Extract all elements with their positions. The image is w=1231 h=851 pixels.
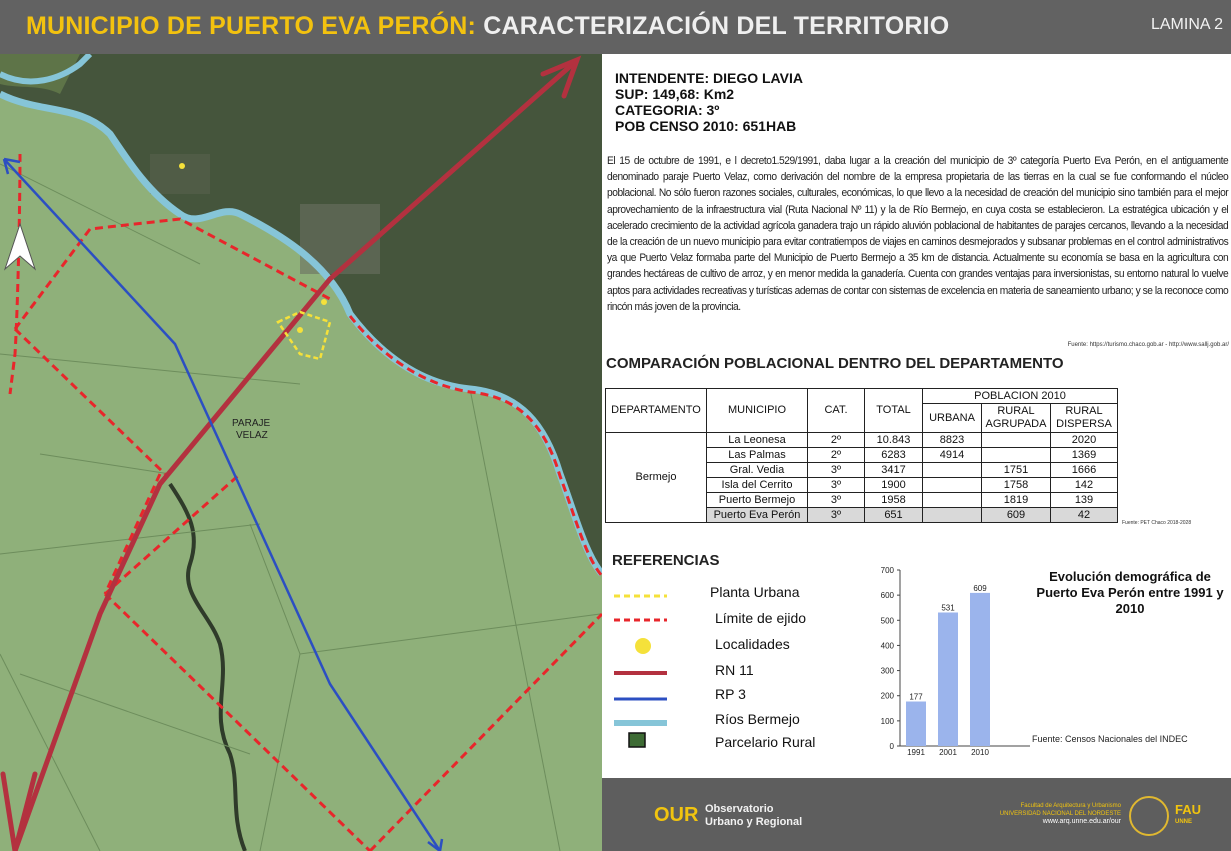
- cell-municipio: Las Palmas: [707, 448, 808, 463]
- header-total: TOTAL: [865, 389, 923, 433]
- data-label: 609: [973, 583, 987, 593]
- cell-dispersa: 1666: [1051, 463, 1118, 478]
- population-table: [605, 388, 1118, 523]
- chart-title: Evolución demográfica de Puerto Eva Perón entre 1991 y 2010: [1036, 569, 1224, 616]
- cell-cat: 3º: [808, 463, 865, 478]
- paraje-label-1: PARAJE: [232, 418, 271, 429]
- faculty-info: [1000, 802, 1121, 826]
- our-line-1: Observatorio: [705, 803, 774, 815]
- y-tick-label: 700: [880, 566, 894, 575]
- description-text: El 15 de octubre de 1991, e l decreto1.529/1991, daba lugar a la creación del municipio de 3º categoría Puerto Eva Perón, en el antiguamente denominado paraje Puerto Velaz, como derivación del nombre de la empresa propietaria de las tierras en la cual se fue conformando el núcleo poblacional. No sólo fueron razones sociales, culturales, económicas, lo que llevo a la necesidad de creación del municipio sino también para el mejor aprovechamiento de la infraestructura vial (Ruta Nacional Nº 11) y la de Río Bermejo, en cuya costa se establecieron. La estratégica ubicación y el acelerado crecimiento de la actividad agrícola ganadera trajo un rápido aluvión poblacional de habitantes de parajes cercanos, llevando a la necesidad de la creación de un nuevo municipio para evitar contratiempos de viajes en caminos desmejorados y subsanar problemas en el control administrativos ya que Puerto Velaz formaba parte del Municipio de Puerto Bermejo a 35 km de distancia. Actualmente su economía se basa en la agricultura con grandes hectáreas de cultivo de arroz, y en menor medida la ganadería. Cuenta con grandes ventajas para inversionistas, su entorno natural lo vuelve aptos para actividades recreativas y turísticas ademas de contar con sistemas de excelencia en materia de saneamiento urbano; y se la reconoce como rincón más joven de la provincia.: [607, 155, 1229, 313]
- cell-total: 1900: [865, 478, 923, 493]
- red-dashed-line-icon: [612, 609, 672, 631]
- ref-label: Planta Urbana: [710, 584, 800, 600]
- y-tick-label: 100: [880, 716, 894, 726]
- cell-cat: 3º: [808, 508, 865, 523]
- cell-urbana: 4914: [923, 448, 982, 463]
- unne-text: UNNE: [1175, 819, 1193, 825]
- footer-bar: [602, 778, 1231, 851]
- cell-total: 10.843: [865, 433, 923, 448]
- cell-agrupada: 1751: [982, 463, 1051, 478]
- intendente-line: INTENDENTE: DIEGO LAVIA: [615, 70, 803, 86]
- lamina-label: LAMINA 2: [1150, 16, 1223, 33]
- x-tick-label: 1991: [907, 748, 925, 757]
- bar: [938, 612, 958, 746]
- locality-dot: [179, 163, 185, 169]
- cell-cat: 2º: [808, 448, 865, 463]
- fau-text: FAU: [1175, 802, 1201, 817]
- cell-municipio: Gral. Vedia: [707, 463, 808, 478]
- cell-total: 3417: [865, 463, 923, 478]
- poblacion-line: POB CENSO 2010: 651HAB: [615, 118, 797, 134]
- cell-cat: 2º: [808, 433, 865, 448]
- cell-total: 1958: [865, 493, 923, 508]
- references-title: REFERENCIAS: [612, 552, 720, 569]
- ref-label: RP 3: [715, 686, 746, 702]
- cell-total: 6283: [865, 448, 923, 463]
- map-canvas: [0, 54, 602, 851]
- page-title: [26, 12, 949, 41]
- territory-map: [0, 54, 602, 851]
- paraje-label-2: VELAZ: [236, 430, 268, 441]
- cell-municipio: Puerto Eva Perón: [707, 508, 808, 523]
- header-urbana: URBANA: [923, 404, 982, 433]
- cell-agrupada: [982, 433, 1051, 448]
- green-square-icon: [612, 731, 672, 753]
- y-tick-label: 200: [880, 691, 894, 701]
- cell-dispersa: 142: [1051, 478, 1118, 493]
- cell-urbana: [923, 493, 982, 508]
- bar: [970, 593, 990, 746]
- chart-source: Fuente: Censos Nacionales del INDEC: [1032, 734, 1188, 744]
- table-source: Fuente: PET Chaco 2018-2028: [1122, 520, 1192, 526]
- yellow-dashed-line-icon: [612, 585, 672, 607]
- fac-url: www.arq.unne.edu.ar/our: [1042, 818, 1121, 825]
- comparison-title: COMPARACIÓN POBLACIONAL DENTRO DEL DEPARTAMENTO: [606, 355, 1064, 372]
- fac-line-2: UNIVERSIDAD NACIONAL DEL NORDESTE: [999, 811, 1121, 817]
- departamento-cell: Bermejo: [606, 433, 707, 523]
- header-rural-agrupada: RURAL AGRUPADA: [982, 404, 1051, 433]
- x-tick-label: 2001: [939, 748, 957, 757]
- cell-agrupada: 1758: [982, 478, 1051, 493]
- fac-line-1: Facultad de Arquitectura y Urbanismo: [1020, 803, 1121, 809]
- cell-urbana: [923, 478, 982, 493]
- municipality-info: [615, 70, 803, 134]
- our-line-2: Urbano y Regional: [705, 816, 803, 828]
- locality-dot: [321, 299, 327, 305]
- y-tick-label: 400: [880, 641, 894, 651]
- population-chart: [860, 560, 1030, 760]
- locality-dot: [297, 327, 303, 333]
- cell-dispersa: 1369: [1051, 448, 1118, 463]
- cell-urbana: 8823: [923, 433, 982, 448]
- title-sub: CARACTERIZACIÓN DEL TERRITORIO: [483, 12, 950, 40]
- data-label: 177: [909, 692, 923, 702]
- cell-municipio: La Leonesa: [707, 433, 808, 448]
- header-municipio: MUNICIPIO: [707, 389, 808, 433]
- cell-agrupada: 1819: [982, 493, 1051, 508]
- blue-line-icon: [612, 688, 672, 710]
- header-departamento: DEPARTAMENTO: [606, 389, 707, 433]
- header-poblacion: POBLACION 2010: [923, 389, 1118, 404]
- cell-agrupada: [982, 448, 1051, 463]
- y-tick-label: 300: [880, 666, 894, 676]
- title-main: MUNICIPIO DE PUERTO EVA PERÓN:: [26, 12, 477, 40]
- ref-label: Parcelario Rural: [715, 734, 816, 750]
- ref-label: Límite de ejido: [715, 610, 807, 626]
- fau-logo: [1175, 804, 1201, 828]
- our-name: [705, 803, 802, 829]
- categoria-line: CATEGORIA: 3º: [615, 102, 720, 118]
- cell-cat: 3º: [808, 493, 865, 508]
- cell-dispersa: 2020: [1051, 433, 1118, 448]
- description-source: Fuente: https://turismo.chaco.gob.ar - http://www.sallj.gob.ar/: [1067, 342, 1229, 348]
- x-tick-label: 2010: [971, 748, 989, 757]
- town-cluster-north: [150, 154, 210, 194]
- cell-total: 651: [865, 508, 923, 523]
- bar: [906, 701, 926, 746]
- cell-urbana: [923, 463, 982, 478]
- ref-label: Ríos Bermejo: [715, 711, 800, 727]
- cell-dispersa: 42: [1051, 508, 1118, 523]
- header-rural-dispersa: RURAL DISPERSA: [1051, 404, 1118, 433]
- ref-label: Localidades: [715, 636, 790, 652]
- cell-urbana: [923, 508, 982, 523]
- y-tick-label: 0: [889, 742, 894, 751]
- yellow-dot-icon: [612, 635, 672, 657]
- cell-cat: 3º: [808, 478, 865, 493]
- header-bar: [0, 0, 1231, 54]
- cell-agrupada: 609: [982, 508, 1051, 523]
- y-tick-label: 600: [880, 591, 894, 601]
- dark-red-line-icon: [612, 662, 672, 684]
- university-seal-icon: [1129, 796, 1169, 836]
- our-logo: OUR: [654, 804, 699, 826]
- sup-line: SUP: 149,68: Km2: [615, 86, 735, 102]
- cell-dispersa: 139: [1051, 493, 1118, 508]
- y-tick-label: 500: [880, 616, 894, 626]
- header-cat: CAT.: [808, 389, 865, 433]
- data-label: 531: [941, 603, 955, 613]
- table-row: [606, 433, 1118, 448]
- cell-municipio: Puerto Bermejo: [707, 493, 808, 508]
- ref-label: RN 11: [715, 662, 754, 678]
- cell-municipio: Isla del Cerrito: [707, 478, 808, 493]
